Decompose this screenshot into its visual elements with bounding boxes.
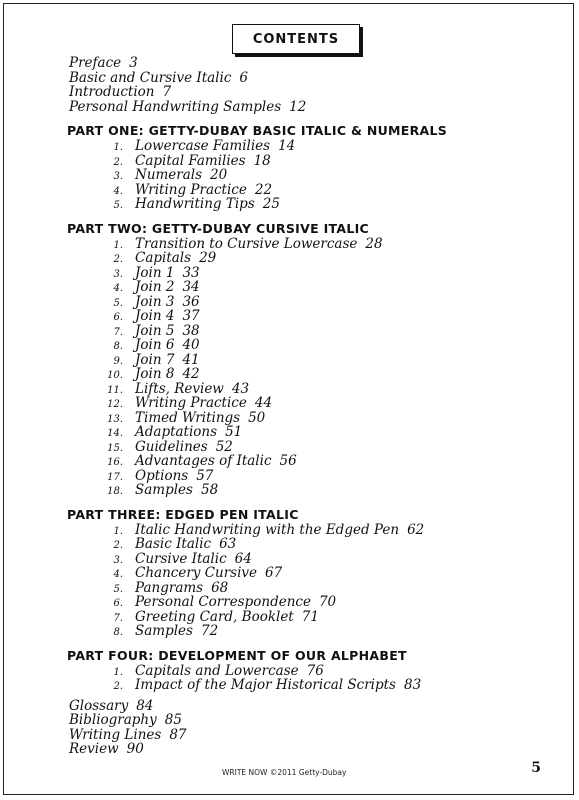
toc-item-number: 5. [113,583,123,595]
toc-item-number: 7. [113,612,123,624]
toc-item-number: 4. [113,185,123,197]
toc-item-page: 67 [265,565,283,581]
toc-item-number: 4. [113,283,123,294]
contents-title-text: CONTENTS [252,31,340,47]
toc-item-label: Advantages of Italic [135,453,272,469]
toc-item [0,280,579,295]
footer-credit: WRITE NOW ©2011 Getty-Dubay [222,768,347,777]
toc-item-number: 3. [113,171,123,182]
toc-entry-label: Introduction [69,84,155,100]
toc-item-page: 71 [301,608,319,625]
toc-entry-label: Writing Lines [69,726,162,743]
toc-entry-label: Preface [69,55,122,71]
toc-entry [0,71,579,86]
toc-item-label: Greeting Card, Booklet [135,608,294,625]
toc-item-number: 16. [107,457,123,468]
toc-entry [0,100,579,115]
toc-item-label: Join 2 [135,279,175,295]
toc-item [0,610,579,625]
toc-item-number: 10. [107,370,123,381]
toc-item-label: Join 6 [135,337,175,353]
contents-title [232,24,360,54]
toc-item [0,552,579,567]
toc-item-label: Join 5 [135,322,175,339]
toc-item-page: 40 [182,337,200,353]
toc-item-label: Chancery Cursive [135,565,258,581]
toc-item-label: Writing Practice [135,181,247,198]
toc-item-number: 8. [113,341,123,352]
toc-entry-page: 87 [169,726,187,743]
toc-entry [0,699,579,714]
toc-item [0,425,579,440]
toc-item-page: 72 [200,623,219,639]
toc-item-page: 68 [211,579,229,596]
toc-item-page: 43 [231,380,250,397]
toc-item-page: 34 [182,279,200,295]
toc-item [0,309,579,324]
toc-item-label: Transition to Cursive Lowercase [135,235,358,252]
toc-item-number: 5. [113,200,123,211]
toc-item-page: 42 [182,366,200,382]
toc-entry-page: 12 [289,98,307,115]
toc-entry-label: Personal Handwriting Samples [69,98,282,115]
toc-item-page: 57 [196,467,214,484]
toc-item-page: 51 [225,424,243,440]
toc-item-number: 9. [113,355,123,367]
toc-entry-page: 7 [162,84,172,100]
toc-item-label: Lowercase Families [135,138,271,154]
toc-item-number: 6. [113,312,123,323]
toc-item-number: 11. [107,384,123,396]
toc-item [0,183,579,198]
toc-item-page: 64 [234,550,252,567]
toc-item-label: Options [135,467,189,484]
toc-item [0,139,579,154]
toc-item [0,266,579,281]
toc-item-number: 18. [107,486,123,497]
toc-item-label: Numerals [135,167,203,183]
toc-item [0,168,579,183]
toc-item-number: 4. [113,569,123,580]
toc-item-label: Cursive Italic [135,550,227,567]
toc-item [0,581,579,596]
toc-item [0,469,579,484]
toc-item-label: Lifts, Review [135,380,224,397]
toc-item-label: Personal Correspondence [135,594,311,610]
toc-item-number: 5. [113,297,123,309]
toc-item [0,295,579,310]
toc-item [0,396,579,411]
toc-entry-page: 90 [126,741,144,757]
toc-item-number: 3. [113,268,123,280]
toc-item-number: 7. [113,326,123,338]
toc-item [0,154,579,169]
toc-item [0,237,579,252]
toc-entry [0,56,579,71]
toc-item-number: 1. [113,525,123,537]
toc-item-page: 14 [278,138,296,154]
toc-item-label: Writing Practice [135,395,247,411]
toc-item-label: Guidelines [135,438,208,455]
toc-item-label: Join 1 [135,264,175,281]
part-heading: PART THREE: EDGED PEN ITALIC [67,506,299,522]
toc-item-page: 29 [199,250,217,266]
toc-item-label: Samples [135,623,193,639]
toc-item-page: 33 [182,264,200,281]
toc-item-number: 13. [107,413,123,425]
part-heading: PART FOUR: DEVELOPMENT OF OUR ALPHABET [67,647,407,663]
toc-item-number: 2. [113,540,123,551]
toc-item-page: 36 [182,293,200,310]
toc-item-label: Timed Writings [135,409,241,426]
toc-entry [0,85,579,100]
toc-item-number: 6. [113,598,123,609]
toc-item [0,382,579,397]
toc-item [0,537,579,552]
toc-item-page: 25 [262,196,280,212]
toc-item [0,483,579,498]
toc-item [0,678,579,693]
toc-item [0,523,579,538]
toc-item-number: 2. [113,681,123,692]
toc-item-label: Handwriting Tips [135,196,255,212]
toc-item [0,595,579,610]
toc-item-label: Join 4 [135,308,175,324]
table-of-contents [0,56,579,757]
toc-item-number: 17. [107,471,123,483]
toc-entry-page: 84 [136,697,154,714]
part-heading: PART ONE: GETTY-DUBAY BASIC ITALIC & NUMERALS [67,123,448,138]
toc-item [0,624,579,639]
toc-item [0,664,579,679]
toc-item-label: Adaptations [135,424,218,440]
toc-item-label: Join 7 [135,351,175,368]
toc-item [0,566,579,581]
toc-item [0,338,579,353]
toc-item-number: 2. [113,254,123,265]
toc-item-page: 22 [254,181,273,198]
toc-item [0,411,579,426]
toc-item-page: 83 [403,677,422,693]
toc-entry-label: Review [69,741,119,757]
toc-item [0,251,579,266]
toc-item-page: 20 [210,167,228,183]
toc-item [0,353,579,368]
toc-item [0,440,579,455]
toc-item [0,367,579,382]
toc-item [0,324,579,339]
toc-item-number: 1. [113,142,123,153]
toc-item-page: 52 [215,438,233,455]
toc-item-label: Join 3 [135,293,175,310]
toc-item-number: 8. [113,627,123,638]
toc-item-page: 41 [182,351,200,368]
toc-item-label: Impact of the Major Historical Scripts [135,677,396,693]
toc-entry [0,728,579,743]
toc-item-label: Join 8 [135,366,175,382]
toc-item-label: Capitals [135,250,192,266]
toc-item-page: 37 [182,308,200,324]
toc-entry-label: Bibliography [69,712,157,728]
toc-entry-page: 6 [239,69,248,86]
toc-item-page: 76 [306,662,324,679]
toc-entry-label: Basic and Cursive Italic [69,69,232,86]
toc-item-label: Pangrams [135,579,204,596]
toc-item-number: 1. [113,666,123,678]
toc-item-page: 56 [279,453,297,469]
toc-item [0,454,579,469]
toc-item-page: 62 [407,521,425,538]
toc-item-page: 18 [253,152,271,169]
toc-entry [0,713,579,728]
toc-item-page: 50 [248,409,266,426]
toc-item-page: 38 [182,322,200,339]
toc-item-number: 15. [107,442,123,454]
toc-item-page: 28 [365,235,383,252]
toc-item-number: 14. [107,428,123,439]
toc-item-page: 70 [318,594,337,610]
toc-item-label: Basic Italic [135,536,212,552]
toc-entry-page: 85 [164,712,182,728]
toc-item-page: 58 [200,482,219,498]
page-number: 5 [531,760,541,776]
toc-item [0,197,579,212]
toc-item-number: 3. [113,554,123,566]
toc-item-label: Capitals and Lowercase [135,662,299,679]
toc-item-number: 12. [107,399,123,410]
toc-item-number: 1. [113,239,123,251]
toc-item-label: Italic Handwriting with the Edged Pen [135,521,400,538]
toc-item-label: Capital Families [135,152,246,169]
toc-item-page: 63 [219,536,237,552]
toc-entry [0,742,579,757]
part-heading: PART TWO: GETTY-DUBAY CURSIVE ITALIC [67,220,370,236]
toc-entry-page: 3 [129,55,138,71]
toc-entry-label: Glossary [69,697,129,714]
toc-item-number: 2. [113,156,123,168]
toc-item-page: 44 [254,395,273,411]
toc-item-label: Samples [135,482,193,498]
